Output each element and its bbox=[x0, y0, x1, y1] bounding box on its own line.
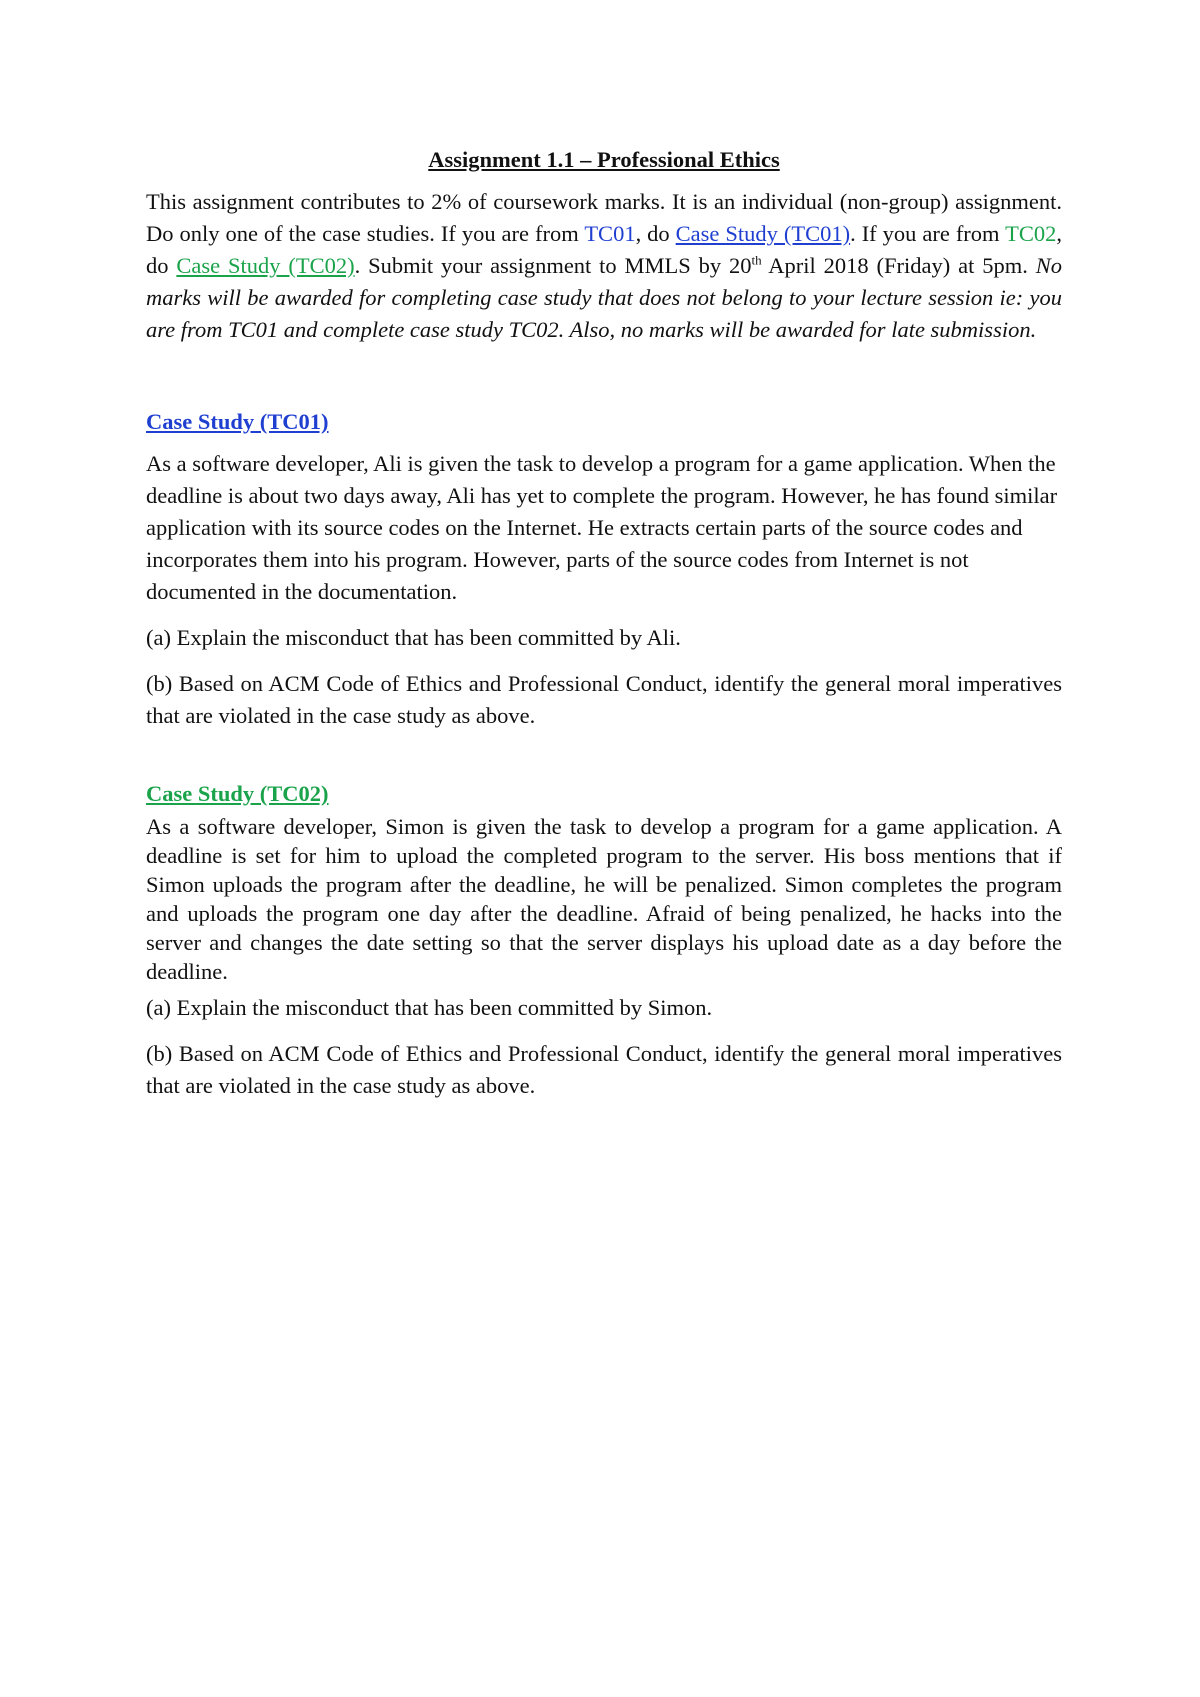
page-title: Assignment 1.1 – Professional Ethics bbox=[428, 147, 780, 172]
intro-text-5: . Submit your assignment to MMLS by 20 bbox=[354, 253, 752, 278]
case-study-tc01-heading[interactable]: Case Study (TC01) bbox=[146, 409, 329, 434]
tc01-label: TC01 bbox=[584, 221, 636, 246]
date-superscript: th bbox=[751, 252, 762, 268]
case-study-tc02-body: As a software developer, Simon is given the task to develop a program for a game application. A deadline is set for him to upload the completed program to the server. His boss mentions that if Simon uploads the program after the deadline, he will be penalized. Simon completes the program and uploads the program one day after the deadline. Afraid of being penalized, he hacks into the server and changes the date setting so that the server displays his upload date as a day before the deadline. bbox=[146, 814, 1062, 984]
case-study-tc01-question-b: (b) Based on ACM Code of Ethics and Professional Conduct, identify the general moral imperatives that are violated in the case study as above. bbox=[146, 671, 1062, 728]
intro-text-6: April 2018 (Friday) at 5pm. bbox=[761, 253, 1036, 278]
case-study-tc01-body: As a software developer, Ali is given the task to develop a program for a game application. When the deadline is about two days away, Ali has yet to complete the program. However, he has found similar application with its source codes on the Internet. He extracts certain parts of the source codes and incorporates them into his program. However, parts of the source codes from Internet is not documented in the documentation. bbox=[146, 451, 1058, 604]
case-study-tc02-link[interactable]: Case Study (TC02) bbox=[176, 253, 355, 278]
intro-text-4: , do bbox=[146, 221, 1063, 278]
intro-paragraph bbox=[146, 186, 1062, 346]
case-study-tc02-question-b: (b) Based on ACM Code of Ethics and Professional Conduct, identify the general moral imperatives that are violated in the case study as above. bbox=[146, 1041, 1062, 1098]
intro-warning: No marks will be awarded for completing case study that does not belong to your lecture session ie: you are from TC01 and complete case study TC02. Also, no marks will be awarded for late submission. bbox=[146, 253, 1062, 342]
intro-text-1: This assignment contributes to 2% of coursework marks. It is an individual (non-group) assignment. Do only one of the case studies. If you are from bbox=[146, 189, 1062, 246]
case-study-tc01-question-a: (a) Explain the misconduct that has been committed by Ali. bbox=[146, 625, 681, 650]
intro-text-3: . If you are from bbox=[850, 221, 1006, 246]
document-content bbox=[146, 144, 1062, 1102]
case-study-tc02-heading[interactable]: Case Study (TC02) bbox=[146, 781, 329, 806]
case-study-tc01-link[interactable]: Case Study (TC01) bbox=[675, 221, 851, 246]
tc02-label: TC02 bbox=[1005, 221, 1057, 246]
intro-text-2: , do bbox=[635, 221, 676, 246]
case-study-tc02-question-a: (a) Explain the misconduct that has been committed by Simon. bbox=[146, 995, 713, 1020]
